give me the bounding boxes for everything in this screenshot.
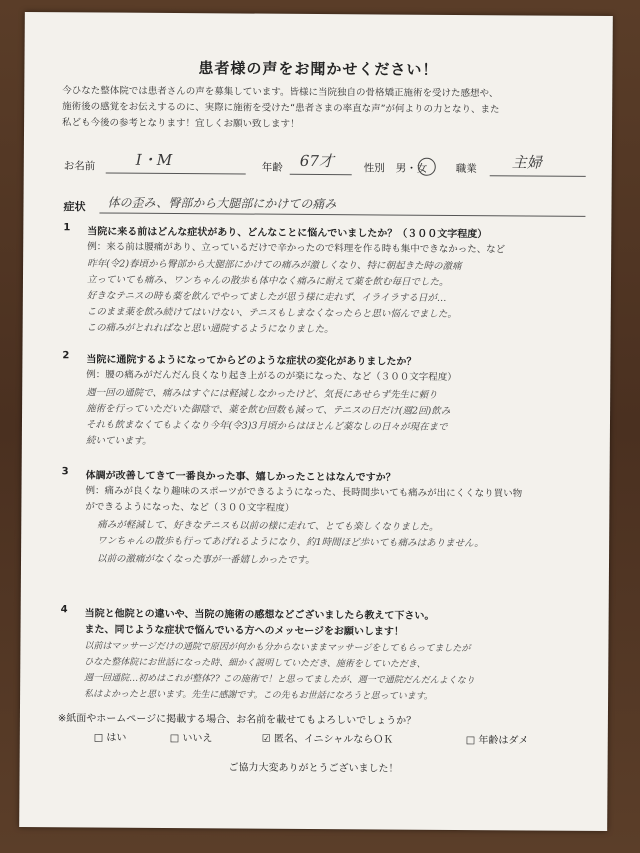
job-label: 職業 [455,162,477,176]
age-value: 67才 [299,151,334,171]
thanks-message: ご協力大変ありがとうございました！ [228,762,399,775]
q1-answer-line: この痛みがとれればなと思い通院するようになりました。 [86,322,334,336]
consent-option-no-age[interactable]: □ 年齢はダメ [465,735,529,747]
q3-example-cont: ができるようになった、など（３００文字程度） [85,501,295,514]
q2-number: 2 [62,350,70,362]
q2-answer-line: 施術を行っていただいた御陰で、薬を飲む回数も減って、テニスの日だけ(週2回)飲み [86,403,451,417]
survey-sheet [19,12,613,831]
q3-number: 3 [61,466,69,478]
q4-answer-line: 週一回通院…初めはこれが整体?? この施術で！と思ってましたが、週一で通院だんだんよくなり [84,673,475,687]
consent-option-no[interactable]: □ いいえ [169,732,213,745]
symptom-value: 体の歪み、臀部から大腿部にかけての痛み [107,195,337,212]
q3-example: 例：痛みが良くなり趣味のスポーツができるようになった、長時間歩いても痛みが出にくくなり買い物 [85,485,523,500]
gender-circle-mark [418,158,436,176]
q1-number: 1 [63,222,71,234]
q3-answer-line: 以前の激痛がなくなった事が一番嬉しかったです。 [96,553,315,566]
gender-label: 性別 [363,162,385,175]
intro-line-3: 私ども今後の参考となります！宜しくお願い致します！ [62,117,300,130]
q4-answer-line: 以前はマッサージだけの通院で原因が何かも分からないままマッサージをしてもらってましたが [84,641,471,655]
consent-option-initials-ok[interactable]: ☑ 匿名、イニシャルならＯＫ [261,733,394,746]
q4-text: 当院と他院との違いや、当院の施術の感想などございましたら教えて下さい。 [84,608,435,622]
consent-question: ※紙面やホームページに掲載する場合、お名前を載せてもよろしいでしょうか？ [57,713,417,727]
gender-value: 男・女 [395,162,428,175]
intro-line-2: 施術後の感覚をお伝えするのに、実際に施術を受けた“患者さまの率直な声”が何よりの力となり、また [62,101,500,116]
q3-text: 体調が改善してきて一番良かった事、嬉しかったことはなんですか？ [85,470,396,484]
consent-option-yes[interactable]: □ はい [93,732,127,744]
q3-answer-line: ワンちゃんの散歩も行ってあげれるようになり、約1時間ほど歩いても痛みはありません。 [97,535,484,550]
job-value: 主婦 [511,153,542,172]
q1-example: 例：来る前は腰痛があり、立っているだけで辛かったので料理を作る時も集中できなかった、など [87,241,506,256]
q1-answer-line: 立っていても痛み、ワンちゃんの散歩も体中なく痛みに耐えて薬を飲む毎日でした。 [86,274,449,288]
name-label: お名前 [63,160,96,173]
age-label: 年齢 [261,161,283,174]
q2-answer-line: 続いています。 [85,435,152,447]
q4-answer-line: ひなた整体院にお世話になった時、細かく説明していただき、施術をしていただき、 [84,657,426,670]
symptom-label: 症状 [63,200,86,214]
name-line [106,155,246,175]
intro-line-1: 今ひなた整体院では患者さんの声を募集しています。皆様に当院独自の骨格矯正施術を受けた感想や、 [62,85,499,100]
page-title: 患者様の声をお聞かせください！ [198,59,439,79]
q4-number: 4 [60,604,68,616]
q4-answer-line: 私はよかったと思います。先生に感謝です。この先もお世話になろうと思っています。 [84,689,433,702]
q4-message-request: また、同じような症状で悩んでいる方へのメッセージをお願いします！ [84,624,404,638]
q1-answer-line: このまま薬を飲み続けてはいけない、テニスもしまなくなったらと思い悩んでました。 [86,306,457,320]
q1-text: 当院に来る前はどんな症状があり、どんなことに悩んでいましたか？（３００文字程度） [87,226,488,241]
q2-answer-line: 週一回の通院で、痛みはすぐには軽減しなかったけど、気長にあせらず先生に頼り [86,387,438,401]
name-value: I・M [135,150,173,169]
q2-text: 当院に通院するようになってからどのような症状の変化がありましたか？ [86,354,417,368]
q1-answer-line: 昨年(令2)春頃から臀部から大腿部にかけての痛みが激しくなり、特に朝起きた時の激痛 [87,258,462,273]
q2-answer-line: それも飲まなくてもよくなり今年(令3)3月頃からはほとんど薬なしの日々が現在まで [85,419,448,433]
q1-answer-line: 好きなテニスの時も薬を飲んでやってましたが思う様に走れず、イライラする日が… [86,290,447,304]
q2-example: 例：腰の痛みがだんだん良くなり起き上がるのが楽になった、など（３００文字程度） [86,369,457,383]
q3-answer-line: 痛みが軽減して、好きなテニスも以前の様に走れて、とても楽しくなりました。 [97,519,439,533]
